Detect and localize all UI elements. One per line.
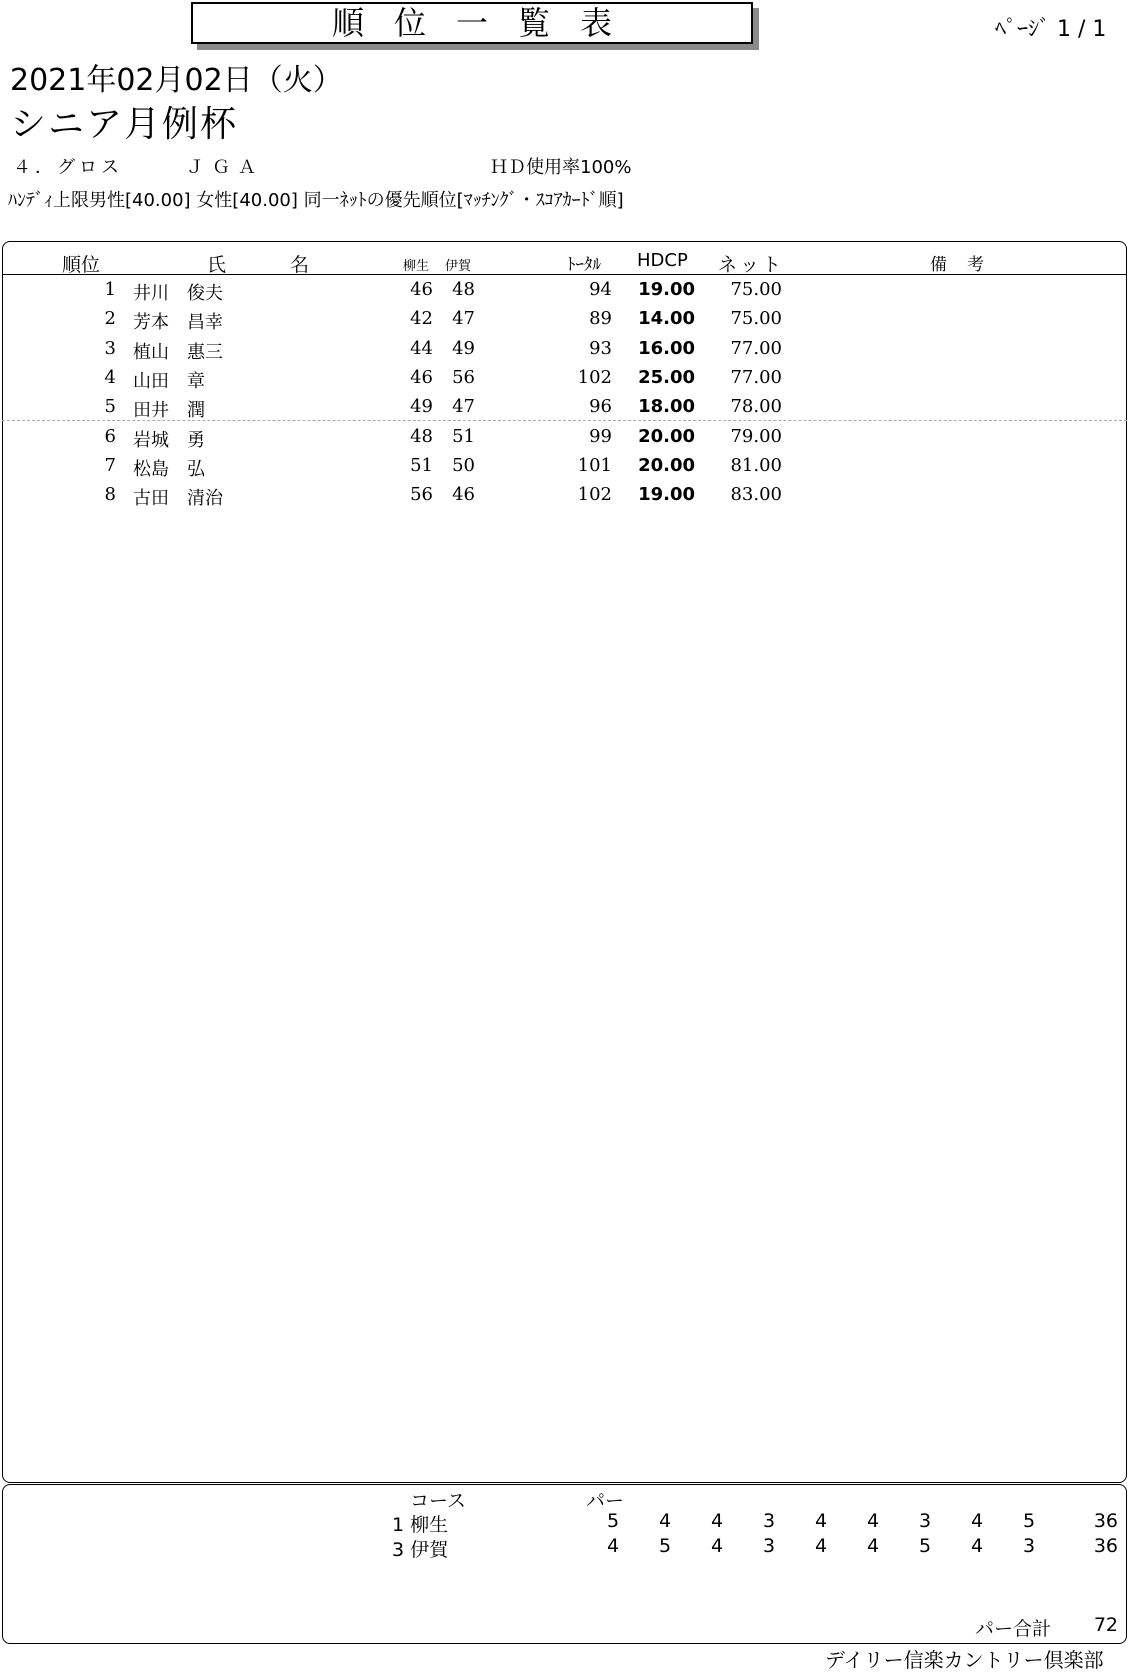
- rank-cell: 8: [104, 484, 116, 506]
- hole-par: 3: [762, 1510, 776, 1532]
- net-cell: 83.00: [730, 484, 782, 506]
- page-indicator: ﾍﾟｰｼﾞ 1 / 1: [995, 17, 1107, 42]
- hdcp-cell: 25.00: [638, 366, 695, 388]
- name-cell: 古田 清治: [133, 488, 223, 510]
- net-cell: 79.00: [730, 425, 782, 447]
- course1-score-cell: 42: [410, 308, 433, 330]
- header-net: ネット: [718, 254, 785, 276]
- table-row: [0, 279, 1135, 308]
- hole-par: 5: [658, 1535, 672, 1557]
- course-name: 1 柳生: [392, 1514, 449, 1536]
- total-cell: 89: [589, 308, 612, 330]
- course2-score-cell: 48: [452, 279, 475, 300]
- total-cell: 99: [589, 425, 612, 447]
- course1-score-cell: 51: [410, 454, 433, 476]
- table-row: [0, 308, 1135, 337]
- name-cell: 岩城 勇: [133, 429, 205, 451]
- hdcp-cell: 20.00: [638, 454, 695, 476]
- hdcp-cell: 16.00: [638, 337, 695, 359]
- total-cell: 102: [577, 366, 612, 388]
- name-cell: 田井 潤: [133, 400, 205, 422]
- hole-par: 4: [866, 1510, 880, 1532]
- course1-score-cell: 56: [410, 484, 433, 506]
- course1-score-cell: 44: [410, 337, 433, 359]
- hdcp-cell: 14.00: [638, 308, 695, 330]
- hdcp-cell: 18.00: [638, 396, 695, 418]
- par-total-label: パー合計: [975, 1618, 1052, 1640]
- course1-score-cell: 46: [410, 279, 433, 300]
- hole-par: 5: [918, 1535, 932, 1557]
- hole-par: 5: [606, 1510, 620, 1532]
- header-remarks-1: 備: [930, 255, 947, 275]
- table-row: [0, 396, 1135, 425]
- rank-cell: 6: [104, 425, 116, 447]
- hole-par: 4: [866, 1535, 880, 1557]
- course2-score-cell: 46: [452, 484, 475, 506]
- hdcp-cell: 19.00: [638, 484, 695, 506]
- hole-par: 5: [1022, 1510, 1036, 1532]
- header-hdcp: HDCP: [637, 250, 688, 271]
- name-cell: 松島 弘: [133, 458, 205, 480]
- table-row: [0, 484, 1135, 513]
- rank-cell: 2: [104, 308, 116, 330]
- hole-par: 4: [814, 1510, 828, 1532]
- course-par-table: [2, 1484, 1127, 1644]
- header-total: ﾄｰﾀﾙ: [567, 255, 601, 275]
- hole-par: 4: [970, 1535, 984, 1557]
- total-cell: 96: [589, 396, 612, 418]
- hole-par: 3: [1022, 1535, 1036, 1557]
- par-header: パー: [586, 1490, 625, 1512]
- club-name: デイリー信楽カントリー倶楽部: [825, 1648, 1104, 1672]
- course-par-total: 36: [1093, 1535, 1118, 1557]
- net-cell: 81.00: [730, 454, 782, 476]
- net-cell: 77.00: [730, 366, 782, 388]
- table-row: [0, 338, 1135, 367]
- total-cell: 94: [589, 279, 612, 300]
- event-name: シニア月例杯: [10, 104, 239, 145]
- format-type: ４．グロス: [13, 157, 123, 178]
- course2-score-cell: 47: [452, 396, 475, 418]
- header-remarks-2: 考: [967, 255, 984, 275]
- hdcp-cell: 20.00: [638, 425, 695, 447]
- header-name-2: 名: [290, 254, 310, 276]
- handicap-note: ﾊﾝﾃﾞｨ上限男性[40.00] 女性[40.00] 同一ﾈｯﾄの優先順位[ﾏｯﾁﾝｸﾞ・ｽｺｱｶｰﾄﾞ順]: [8, 190, 624, 211]
- header-name-1: 氏: [207, 254, 227, 276]
- header-divider: [2, 274, 1127, 275]
- hd-usage-rate: ＨＤ使用率100%: [490, 157, 632, 178]
- document-title: 順位一覧表: [191, 2, 753, 44]
- net-cell: 75.00: [730, 279, 782, 300]
- event-date: 2021年02月02日（火）: [10, 63, 343, 98]
- table-row: [0, 455, 1135, 484]
- course2-score-cell: 51: [452, 425, 475, 447]
- course1-score-cell: 48: [410, 425, 433, 447]
- hole-par: 3: [762, 1535, 776, 1557]
- rank-cell: 5: [104, 396, 116, 418]
- hole-par: 4: [710, 1535, 724, 1557]
- hole-par: 4: [970, 1510, 984, 1532]
- course2-score-cell: 49: [452, 337, 475, 359]
- header-course1: 柳生: [403, 259, 430, 274]
- hole-par: 3: [918, 1510, 932, 1532]
- name-cell: 芳本 昌幸: [133, 312, 223, 334]
- course1-score-cell: 46: [410, 366, 433, 388]
- course2-score-cell: 50: [452, 454, 475, 476]
- course-name: 3 伊賀: [392, 1539, 449, 1561]
- course-par-total: 36: [1093, 1510, 1118, 1532]
- hdcp-cell: 19.00: [638, 279, 695, 300]
- name-cell: 植山 惠三: [133, 341, 223, 363]
- format-org: ＪＧＡ: [186, 157, 264, 178]
- hole-par: 4: [814, 1535, 828, 1557]
- rank-cell: 3: [104, 337, 116, 359]
- net-cell: 75.00: [730, 308, 782, 330]
- rank-cell: 1: [104, 279, 116, 300]
- hole-par: 4: [658, 1510, 672, 1532]
- hole-par: 4: [710, 1510, 724, 1532]
- course-header: コース: [410, 1490, 467, 1512]
- header-rank: 順位: [62, 254, 101, 276]
- hole-par: 4: [606, 1535, 620, 1557]
- name-cell: 山田 章: [133, 370, 205, 392]
- table-row: [0, 367, 1135, 396]
- course2-score-cell: 56: [452, 366, 475, 388]
- net-cell: 77.00: [730, 337, 782, 359]
- name-cell: 井川 俊夫: [133, 283, 223, 304]
- course1-score-cell: 49: [410, 396, 433, 418]
- header-course2: 伊賀: [445, 259, 472, 274]
- rank-cell: 4: [104, 366, 116, 388]
- table-row: [0, 426, 1135, 455]
- par-total-value: 72: [1093, 1614, 1118, 1636]
- total-cell: 101: [577, 454, 612, 476]
- total-cell: 102: [577, 484, 612, 506]
- total-cell: 93: [589, 337, 612, 359]
- course2-score-cell: 47: [452, 308, 475, 330]
- rank-cell: 7: [104, 454, 116, 476]
- net-cell: 78.00: [730, 396, 782, 418]
